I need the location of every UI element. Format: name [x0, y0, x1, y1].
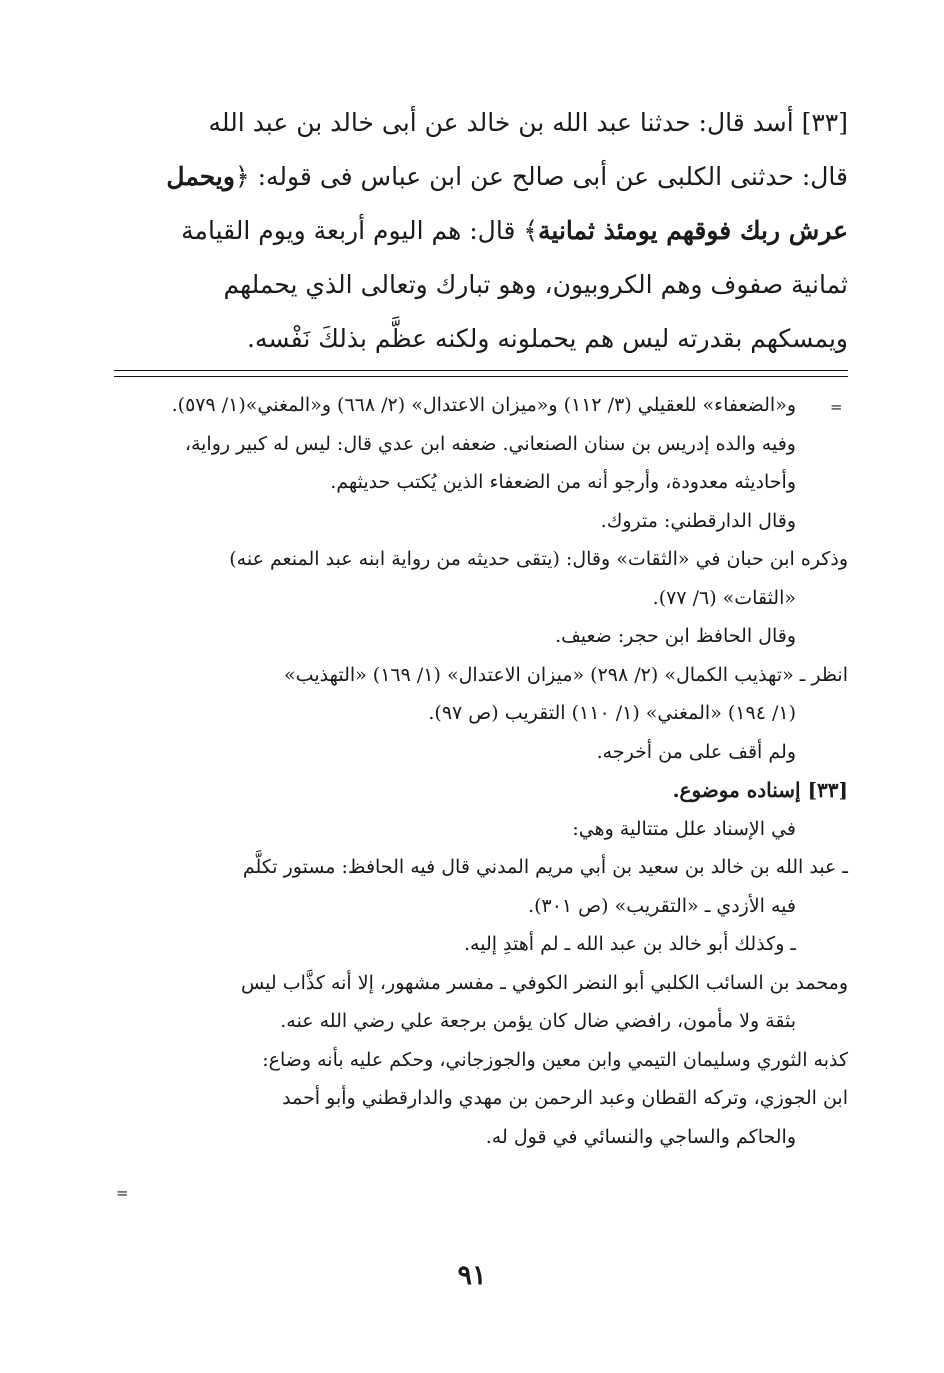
end-continuation-marker: =: [116, 1184, 129, 1202]
footnote-line: وقال الحافظ ابن حجر: ضعيف.: [555, 625, 796, 647]
main-line-text: ﴾ قال: هم اليوم أربعة ويوم القيامة: [181, 216, 538, 245]
footnotes: [108, 386, 848, 1156]
main-line: ويمسكهم بقدرته ليس هم يحملونه ولكنه عظَّم بذلكَ نَفْسه.: [247, 324, 848, 353]
footnote-line: بثقة ولا مأمون، رافضي ضال كان يؤمن برجعة علي رضي الله عنه.: [280, 1010, 796, 1032]
footnote-line: ـ وكذلك أبو خالد بن عبد الله ـ لم أهتدِ إليه.: [463, 933, 796, 955]
main-line: [108, 204, 848, 258]
main-line: ثمانية صفوف وهم الكروبيون، وهو تبارك وتعالى الذي يحملهم: [223, 270, 848, 299]
continuation-marker: =: [830, 398, 843, 416]
footnote-line: وفيه والده إدريس بن سنان الصنعاني. ضعفه ابن عدي قال: ليس له كبير رواية،: [184, 432, 796, 455]
footnote-line: و«الضعفاء» للعقيلي (٣/ ١١٢) و«ميزان الاعتدال» (٢/ ٦٦٨) و«المغني»(١/ ٥٧٩).: [171, 394, 796, 416]
main-text: [108, 96, 848, 366]
main-line-text: قال: حدثنى الكلبى عن أبى صالح عن ابن عباس فى قوله: ﴿: [234, 162, 848, 191]
quran-verse: ويحمل: [166, 162, 235, 191]
footnote-line: ابن الجوزي، وتركه القطان وعبد الرحمن بن مهدي والدارقطني وأبو أحمد: [282, 1087, 848, 1109]
footnote-line: ومحمد بن السائب الكلبي أبو النضر الكوفي ـ مفسر مشهور، إلا أنه كذَّاب ليس: [240, 971, 848, 994]
footnote-line: ولم أقف على من أخرجه.: [596, 740, 796, 763]
main-line: [٣٣] أسد قال: حدثنا عبد الله بن خالد عن أبى خالد بن عبد الله: [208, 108, 848, 137]
footnote-line: والحاكم والساجي والنسائي في قول له.: [485, 1125, 796, 1148]
footnote-separator-top: [114, 370, 848, 371]
footnote-line: «الثقات» (٦/ ٧٧).: [652, 586, 796, 609]
footnote-line: وذكره ابن حبان في «الثقات» وقال: (يتقى حديثه من رواية ابنه عبد المنعم عنه): [229, 548, 848, 570]
page-number: ٩١: [457, 1260, 487, 1291]
footnote-separator-bottom: [114, 376, 848, 377]
main-line: [108, 150, 848, 204]
footnote-line: فيه الأزدي ـ «التقريب» (ص ٣٠١).: [528, 894, 796, 917]
footnote-line: كذبه الثوري وسليمان التيمي وابن معين والجوزجاني، وحكم عليه بأنه وضاع:: [262, 1048, 848, 1071]
footnote-line: وقال الدارقطني: متروك.: [600, 509, 796, 532]
footnote-heading: [٣٣] إسناده موضوع.: [672, 778, 848, 802]
footnote-line: ـ عبد الله بن خالد بن سعيد بن أبي مريم المدني قال فيه الحافظ: مستور تكلَّم: [242, 856, 848, 878]
footnote-line: في الإسناد علل متتالية وهي:: [572, 817, 796, 840]
footnote-line: انظر ـ «تهذيب الكمال» (٢/ ٢٩٨) «ميزان الاعتدال» (١/ ١٦٩) «التهذيب»: [284, 663, 848, 686]
footnote-line: وأحاديثه معدودة، وأرجو أنه من الضعفاء الذين يُكتب حديثهم.: [330, 471, 796, 493]
quran-verse: عرش ربك فوقهم يومئذ ثمانية: [538, 216, 848, 245]
footnote-line: (١/ ١٩٤) «المغني» (١/ ١١٠) التقريب (ص ٩٧).: [428, 702, 796, 724]
